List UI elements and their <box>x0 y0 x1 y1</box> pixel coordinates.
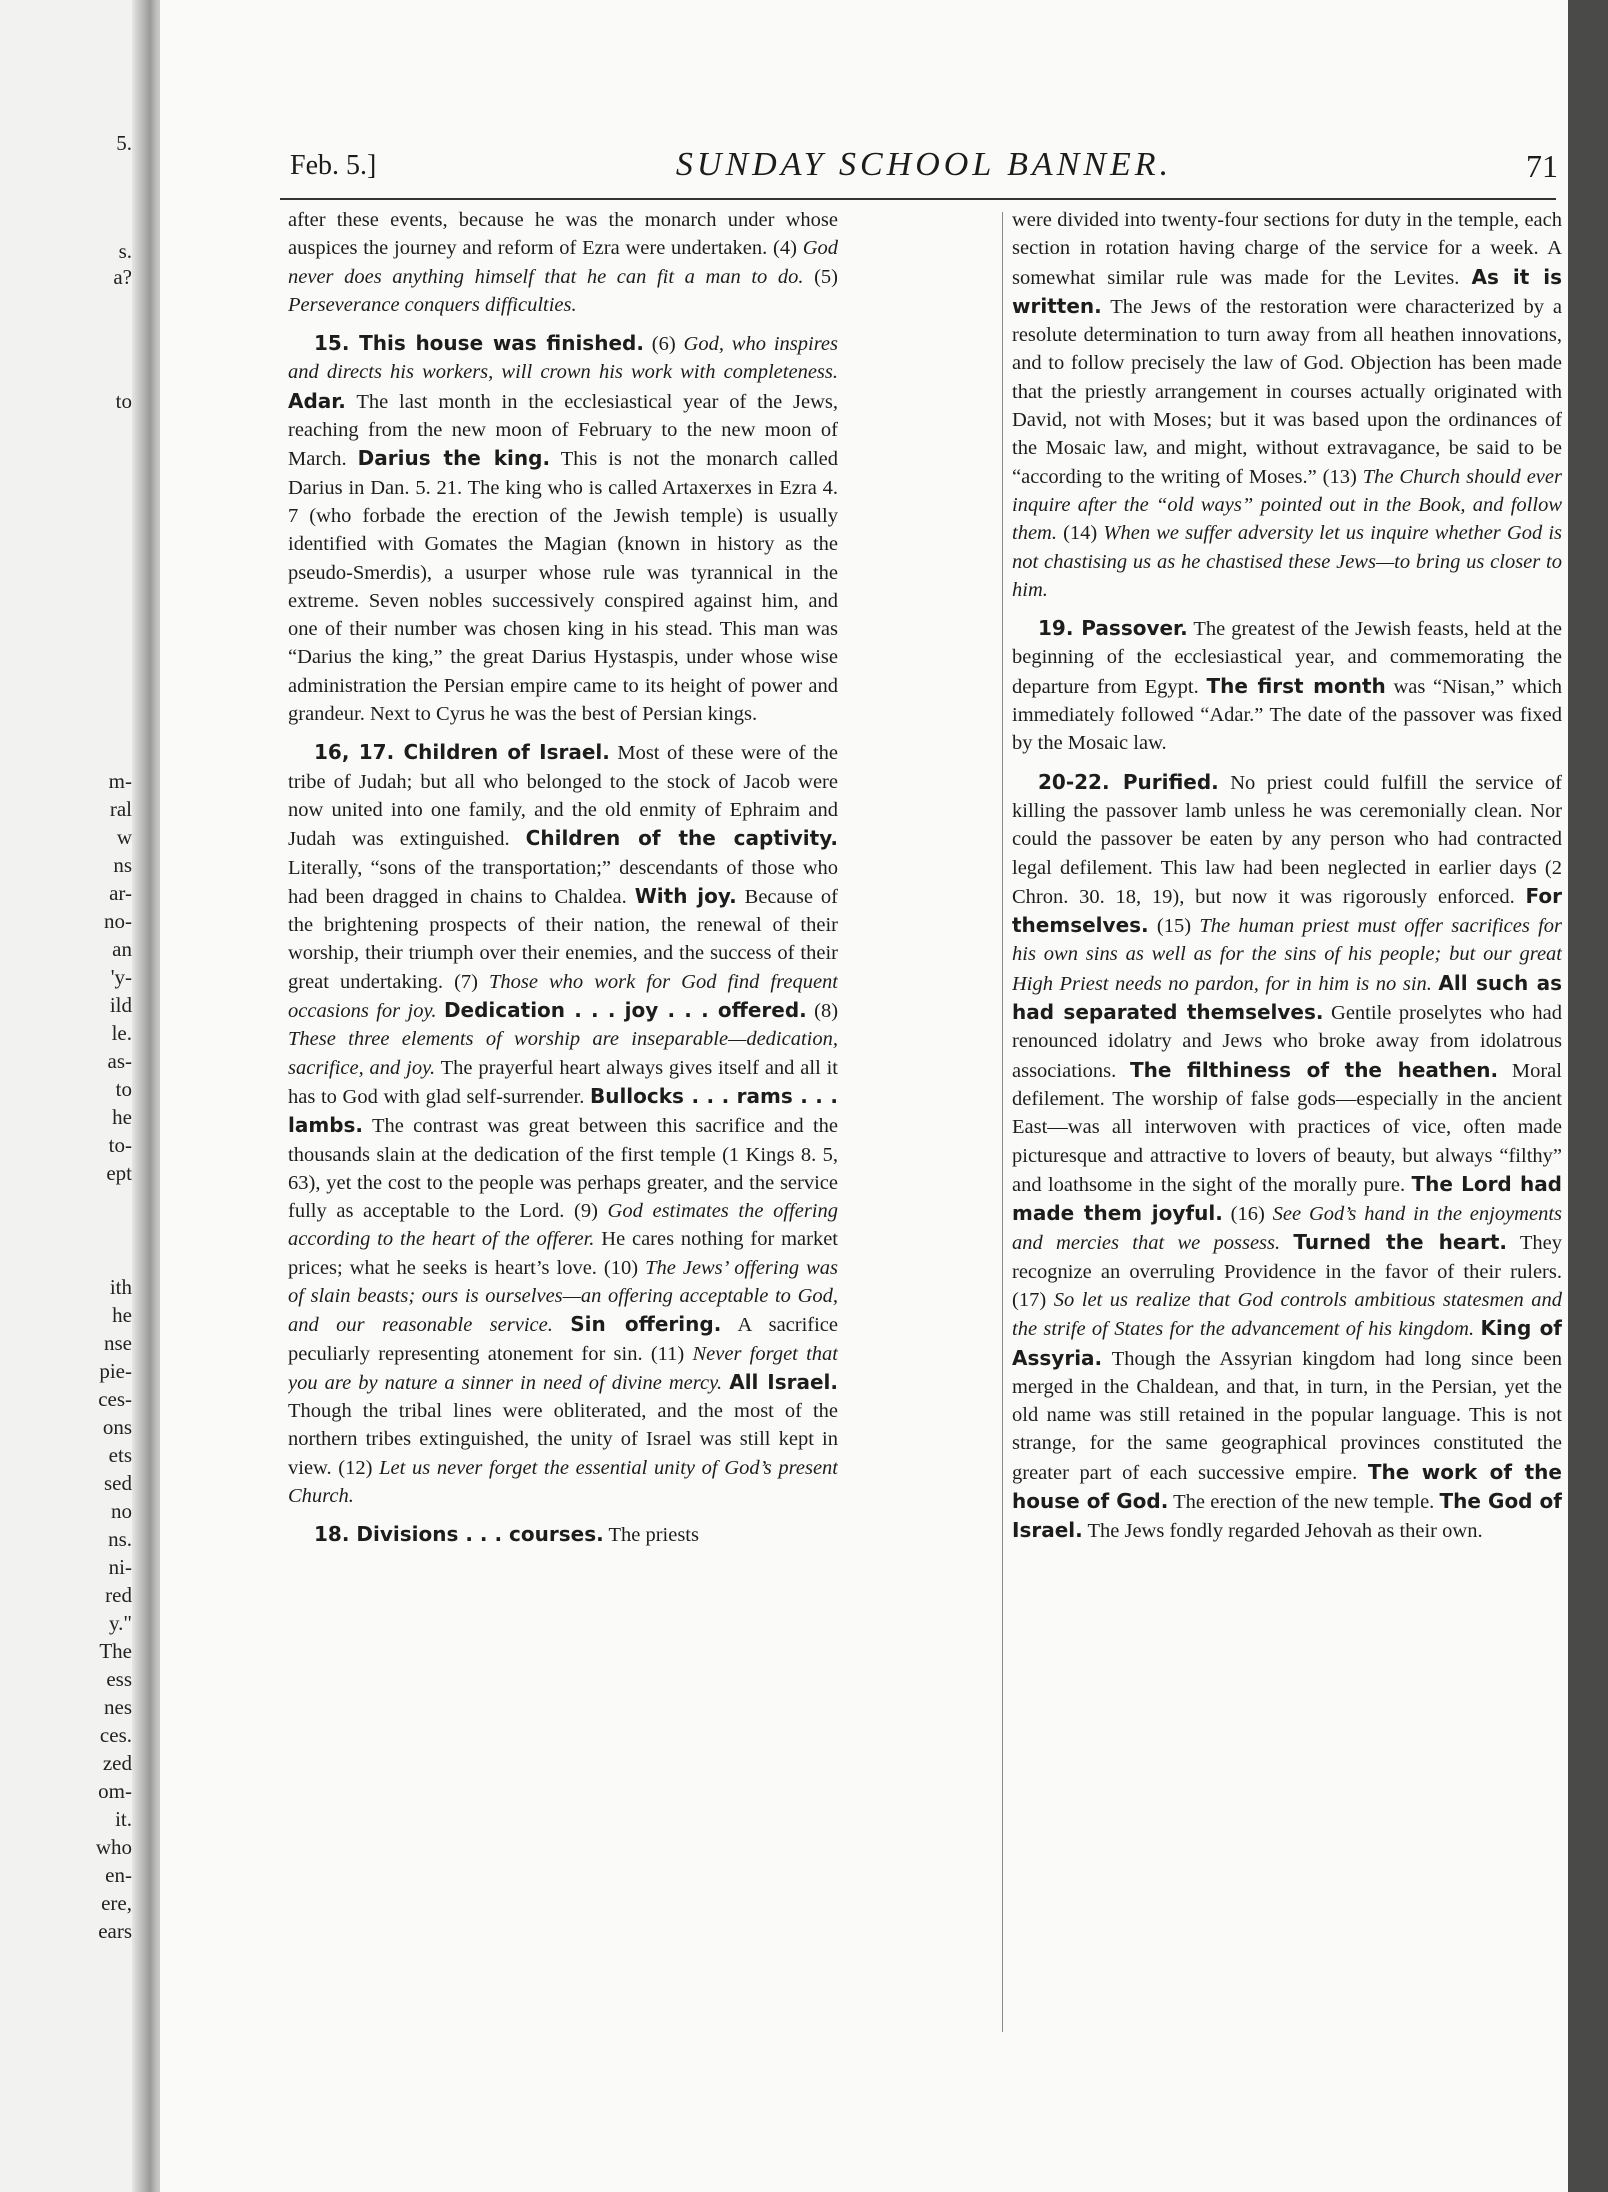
previous-page-text-fragment: to <box>115 389 132 413</box>
body-text: Though the Assyrian kingdom had long since been merged in the Chaldean, and that, in turn, in the Persian, yet the old name was still retained in the popular language. This is not strange, for the same geographical provinces constituted the greater part of each successive empire. <box>1012 1347 1562 1484</box>
previous-page-text-fragment: he <box>112 1303 132 1327</box>
italic-lesson-note: So let us realize that God controls ambitious statesmen and the strife of States for the advancement of his kingdom. <box>1012 1288 1562 1341</box>
previous-page-text-fragment: ni- <box>108 1555 132 1579</box>
previous-page-text-fragment: no- <box>104 909 132 933</box>
page-number: 71 <box>1526 148 1558 184</box>
previous-page-text-fragment: ere, <box>101 1891 132 1915</box>
page <box>160 0 1568 2192</box>
body-text: (14) <box>1056 522 1104 545</box>
previous-page-edge <box>0 0 140 2192</box>
italic-lesson-note: The Church should ever inquire after the “old ways” pointed out in the Book, and follow them. <box>1012 465 1562 545</box>
previous-page-text-fragment: a? <box>113 265 132 289</box>
italic-lesson-note: Perseverance conquers difficulties. <box>288 293 577 316</box>
lesson-heading: The Lord had made them joyful. <box>1012 1171 1562 1226</box>
previous-page-text-fragment: ces. <box>99 1723 132 1747</box>
previous-page-text-fragment: ears <box>98 1919 132 1943</box>
lesson-heading: The first month <box>1206 673 1386 698</box>
previous-page-text-fragment: to- <box>108 1133 132 1157</box>
previous-page-text-fragment: ces- <box>98 1387 132 1411</box>
lesson-heading: All such as had separated themselves. <box>1012 970 1562 1025</box>
body-text: He cares nothing for market prices; what he seeks is heart’s love. (10) <box>288 1228 838 1279</box>
body-text: (16) <box>1222 1203 1273 1226</box>
previous-page-text-fragment: he <box>112 1105 132 1129</box>
italic-lesson-note: God, who inspires and directs his workers, will crown his work with completeness. <box>288 333 838 384</box>
lesson-heading: With joy. <box>634 883 737 908</box>
previous-page-text-fragment: ild <box>109 993 132 1017</box>
previous-page-text-fragment: ns. <box>108 1527 132 1551</box>
right-column <box>1012 206 1562 2036</box>
italic-lesson-note: The Jews’ offering was of slain beasts; ours is ourselves—an offering acceptable to God, and our reasonable service. <box>288 1256 838 1337</box>
body-text: Though the tribal lines were obliterated, and the most of the northern tribes extinguished, the unity of Israel was still kept in view. (12) <box>288 1400 838 1479</box>
lesson-heading: As it is written. <box>1012 264 1562 318</box>
paragraph <box>288 738 838 1510</box>
lesson-heading: Children of the captivity. <box>525 826 838 851</box>
lesson-heading: All Israel. <box>729 1369 838 1394</box>
previous-page-text-fragment: no <box>111 1499 132 1523</box>
previous-page-text-fragment: zed <box>102 1751 132 1775</box>
previous-page-text-fragment: m- <box>108 769 132 793</box>
previous-page-text-fragment: it. <box>115 1807 132 1831</box>
body-text: was “Nisan,” which immediately followed “Adar.” The date of the passover was fixed by the Mosaic law. <box>1012 675 1562 755</box>
body-text: Gentile proselytes who had renounced idolatry and Jews who broke away from idolatrous associations. <box>1012 1002 1562 1082</box>
header-date: Feb. 5.] <box>290 150 377 181</box>
body-text: The contrast was great between this sacrifice and the thousands slain at the dedication of the first temple (1 Kings 8. 5, 63), yet the cost to the people was perhaps greater, and the service fully as acceptable to the Lord. (9) <box>288 1115 838 1223</box>
paragraph <box>288 206 838 319</box>
column-separator <box>1002 212 1003 2032</box>
body-text: No priest could fulfill the service of killing the passover lamb unless he was ceremonially clean. Nor could the passover be eaten by any person who had contracted legal defilement. This law had been neglected in earlier days (2 Chron. 30. 18, 19), but now it was rigorously enforced. <box>1012 771 1562 908</box>
italic-lesson-note: These three elements of worship are inseparable—dedication, sacrifice, and joy. <box>288 1028 838 1079</box>
previous-page-text-fragment: le. <box>111 1021 132 1045</box>
header-title: SUNDAY SCHOOL BANNER. <box>675 146 1173 183</box>
lesson-heading: The work of the house of God. <box>1012 1459 1562 1514</box>
paragraph <box>288 1520 838 1549</box>
body-text: A sacrifice peculiarly representing atonement for sin. (11) <box>288 1314 838 1365</box>
previous-page-text-fragment: nse <box>104 1331 132 1355</box>
previous-page-text-fragment: 5. <box>116 131 132 155</box>
previous-page-text-fragment: ess <box>106 1667 132 1691</box>
paragraph <box>1012 206 1562 604</box>
body-text: Because of the brightening prospects of their nation, the renewal of their worship, their triumph over their enemies, and the success of their great undertaking. (7) <box>288 885 838 993</box>
lesson-heading: 18. Divisions . . . courses. <box>314 1522 604 1547</box>
lesson-heading: 19. Passover. <box>1038 616 1188 641</box>
body-text: The last month in the ecclesiastical year of the Jews, reaching from the new moon of February to the new moon of March. <box>288 390 838 471</box>
previous-page-text-fragment: ept <box>106 1161 132 1185</box>
body-text <box>553 1314 570 1336</box>
italic-lesson-note: Let us never forget the essential unity of God’s present Church. <box>288 1456 838 1508</box>
italic-lesson-note: The human priest must offer sacrifices for his own sins as well as for the sins of his people; but our great High Priest needs no pardon, for in him is no sin. <box>1012 915 1562 995</box>
previous-page-text-fragment: ns <box>113 853 132 877</box>
previous-page-text-fragment: ets <box>108 1443 132 1467</box>
italic-lesson-note: God never does anything himself that he can fit a man to do. <box>288 237 838 288</box>
body-text: This is not the monarch called Darius in Dan. 5. 21. The king who is called Artaxerxes in Ezra 4. 7 (who forbade the erection of the Jewish temple) is usually identified with Gomates the Magian (known in history as the pseudo-Smerdis), a usurper whose rule was tyrannical in the extreme. Seven nobles successively conspired against him, and one of their number was chosen king in his stead. This man was “Darius the king,” the great Darius Hystaspis, under whose wise administration the Persian empire came to its height of power and grandeur. Next to Cyrus he was the best of Persian kings. <box>288 448 838 726</box>
italic-lesson-note: Never forget that you are by nature a sinner in need of divine mercy. <box>288 1342 838 1394</box>
previous-page-text-fragment: as- <box>107 1049 132 1073</box>
previous-page-text-fragment: ral <box>109 797 132 821</box>
body-text: They recognize an overruling Providence in the favor of their rulers. (17) <box>1012 1232 1562 1311</box>
paragraph <box>288 329 838 728</box>
previous-page-text-fragment: ar- <box>109 881 132 905</box>
lesson-heading: Darius the king. <box>357 446 551 471</box>
previous-page-text-fragment: en- <box>105 1863 132 1887</box>
previous-page-text-fragment: s. <box>118 239 132 263</box>
lesson-heading: 20-22. Purified. <box>1038 769 1219 794</box>
previous-page-text-fragment: ith <box>109 1275 132 1299</box>
lesson-heading: King of Assyria. <box>1012 1316 1562 1370</box>
body-text: Moral defilement. The worship of false gods—especially in the ancient East—was all interwoven with practices of vice, often made picturesque and attractive to lovers of beauty, but always “filthy” and loathsome in the sight of the morally pure. <box>1012 1059 1562 1196</box>
body-text: The erection of the new temple. <box>1168 1491 1440 1514</box>
body-text: (8) <box>806 1000 838 1023</box>
lesson-heading: 15. This house was finished. <box>314 331 644 356</box>
lesson-heading: The God of Israel. <box>1012 1489 1562 1543</box>
lesson-heading: Sin offering. <box>570 1312 722 1337</box>
previous-page-text-fragment: w <box>116 825 132 849</box>
paragraph <box>1012 768 1562 1546</box>
italic-lesson-note: Those who work for God find frequent occasions for joy. <box>288 970 838 1023</box>
lesson-heading: 16, 17. Children of Israel. <box>314 740 610 765</box>
previous-page-text-fragment: The <box>99 1639 132 1663</box>
body-text: (6) <box>643 333 684 356</box>
body-text: The Jews of the restoration were characterized by a resolute determination to turn away from all heathen innovations, and to follow precisely the law of God. Objection has been made that the priestly arrangement in courses actually originated with David, not with Moses; but it was based upon the ordinances of the Mosaic law, and might, without extravagance, be said to be “according to the writing of Moses.” (13) <box>1012 295 1562 488</box>
previous-page-text-fragment: an <box>112 937 132 961</box>
previous-page-text-fragment: sed <box>104 1471 132 1495</box>
previous-page-text-fragment: nes <box>104 1695 132 1719</box>
previous-page-text-fragment: who <box>95 1835 132 1859</box>
italic-lesson-note: See God’s hand in the enjoyments and mercies that we possess. <box>1012 1203 1562 1255</box>
body-text: (5) <box>803 265 838 288</box>
body-text: were divided into twenty-four sections for duty in the temple, each section in rotation having charge of the service for a week. A somewhat similar rule was made for the Levites. <box>1012 209 1562 289</box>
paragraph <box>1012 614 1562 757</box>
header-rule <box>280 198 1556 200</box>
body-text <box>1280 1232 1293 1254</box>
lesson-heading: Turned the heart. <box>1293 1230 1507 1255</box>
previous-page-text-fragment: red <box>105 1583 132 1607</box>
body-text: Most of these were of the tribe of Judah; but all who belonged to the stock of Jacob were now united into one family, and the old enmity of Ephraim and Judah was extinguished. <box>288 742 838 851</box>
body-text: Literally, “sons of the transportation;” descendants of those who had been dragged in chains to Chaldea. <box>288 856 838 908</box>
left-column <box>288 206 838 2036</box>
previous-page-text-fragment: y." <box>109 1611 132 1635</box>
body-text <box>437 1000 444 1022</box>
body-text: The Jews fondly regarded Jehovah as their own. <box>1082 1520 1483 1543</box>
body-text: The greatest of the Jewish feasts, held at the beginning of the ecclesiastical year, and commemorating the departure from Egypt. <box>1012 618 1562 698</box>
lesson-heading: The filthiness of the heathen. <box>1129 1057 1499 1082</box>
previous-page-text-fragment: to <box>115 1077 132 1101</box>
lesson-heading: Dedication . . . joy . . . offered. <box>443 998 807 1023</box>
previous-page-text-fragment: pie- <box>99 1359 132 1383</box>
previous-page-text-fragment: ons <box>102 1415 132 1439</box>
italic-lesson-note: God estimates the offering according to the heart of the offerer. <box>288 1200 838 1251</box>
previous-page-text-fragment: 'y- <box>110 965 132 989</box>
previous-page-text-fragment: om- <box>98 1779 132 1803</box>
page-header <box>290 146 1558 192</box>
body-text: after these events, because he was the monarch under whose auspices the journey and reform of Ezra were undertaken. (4) <box>288 209 838 260</box>
italic-lesson-note: When we suffer adversity let us inquire whether God is not chastising us as he chastised these Jews—to bring us closer to him. <box>1012 522 1562 601</box>
lesson-heading: For themselves. <box>1012 883 1562 938</box>
body-text: The prayerful heart always gives itself and all it has to God with glad self-surrender. <box>288 1056 838 1108</box>
body-text: (15) <box>1148 915 1200 938</box>
lesson-heading: Adar. <box>288 388 346 413</box>
lesson-heading: Bullocks . . . rams . . . lambs. <box>288 1083 838 1138</box>
body-text: The priests <box>603 1524 699 1547</box>
